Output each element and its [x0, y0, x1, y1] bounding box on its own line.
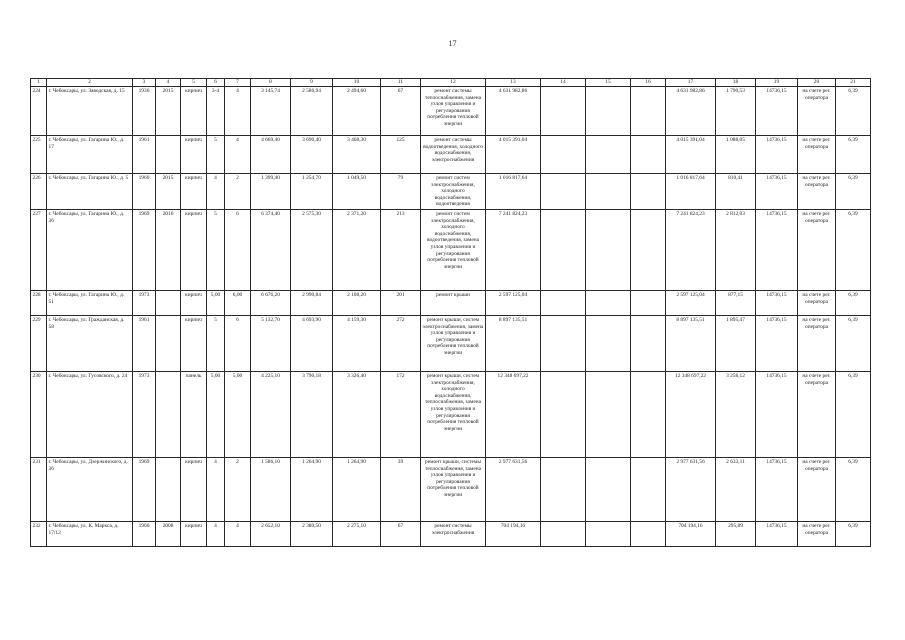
max-unit-cost: 14736,15 — [756, 315, 798, 371]
regional-budget — [586, 136, 631, 174]
fund-cost — [541, 136, 586, 174]
max-unit-cost: 14736,15 — [756, 174, 798, 210]
total-area: 1 586,10 — [251, 457, 291, 521]
overhaul-register-table — [30, 78, 871, 547]
col-21-value: 6,39 — [836, 174, 871, 210]
residents-count: 213 — [381, 209, 421, 290]
fund-cost — [541, 371, 586, 457]
row-number: 228 — [31, 290, 47, 315]
unit-cost: 295,89 — [716, 521, 756, 546]
page-number: 17 — [448, 39, 457, 48]
floors: 5,00 — [207, 371, 225, 457]
address: г. Чебоксары, ул. Заводская, д. 15 — [47, 87, 133, 136]
total-area: 6 374,40 — [251, 209, 291, 290]
col-21-value: 6,39 — [836, 521, 871, 546]
address: г. Чебоксары, ул. Гусовского, д. 24 — [47, 371, 133, 457]
unit-cost: 3 258,12 — [716, 371, 756, 457]
residential-area: 1 264,90 — [333, 457, 381, 521]
fund-cost — [541, 521, 586, 546]
column-number: 18 — [716, 79, 756, 87]
regional-budget — [586, 290, 631, 315]
table-row — [31, 174, 871, 210]
wall-material: кирпич — [181, 87, 207, 136]
col-21-value: 6,39 — [836, 87, 871, 136]
year-overhaul: 2015 — [156, 174, 181, 210]
residents-count: 67 — [381, 521, 421, 546]
residential-area: 2 371,20 — [333, 209, 381, 290]
col-21-value: 6,39 — [836, 457, 871, 521]
year-built: 1973 — [133, 371, 156, 457]
residents-count: 125 — [381, 136, 421, 174]
regional-budget — [586, 174, 631, 210]
premises-area: 3 690,40 — [291, 136, 333, 174]
local-budget — [631, 209, 666, 290]
unit-cost: 877,15 — [716, 290, 756, 315]
table-row — [31, 136, 871, 174]
entrances: 4 — [225, 521, 251, 546]
work-types: ремонт систем электроснабжения, холодного водоснабжения, водоотведения, замена узлов управления и регулирования потребления тепловой энергии — [421, 209, 486, 290]
max-unit-cost: 14736,15 — [756, 371, 798, 457]
column-number: 8 — [251, 79, 291, 87]
fund-cost — [541, 87, 586, 136]
owners-funds: 4 015 391,04 — [666, 136, 716, 174]
row-number: 229 — [31, 315, 47, 371]
total-area: 3 145,74 — [251, 87, 291, 136]
column-number: 4 — [156, 79, 181, 87]
table-row — [31, 87, 871, 136]
fund-cost — [541, 315, 586, 371]
residents-count: 79 — [381, 174, 421, 210]
address: г. Чебоксары, ул. Гагарина Ю., д. 36 — [47, 209, 133, 290]
entrances: 4 — [225, 136, 251, 174]
premises-area: 1 264,90 — [291, 457, 333, 521]
funding-method: на счете рег. оператора — [798, 87, 836, 136]
total-cost: 8 897 135,51 — [486, 315, 541, 371]
fund-cost — [541, 290, 586, 315]
address: г. Чебоксары, ул. К. Маркса, д. 17/12 — [47, 521, 133, 546]
wall-material: кирпич — [181, 457, 207, 521]
total-cost: 12 348 697,22 — [486, 371, 541, 457]
work-types: ремонт систем электроснабжения, холодного водоснабжения, водоотведения — [421, 174, 486, 210]
column-number: 13 — [486, 79, 541, 87]
column-number: 16 — [631, 79, 666, 87]
year-built: 1969 — [133, 209, 156, 290]
table-row — [31, 521, 871, 546]
premises-area: 2 586,94 — [291, 87, 333, 136]
unit-cost: 810,41 — [716, 174, 756, 210]
residential-area: 3 326,40 — [333, 371, 381, 457]
residential-area: 1 049,50 — [333, 174, 381, 210]
entrances: 6 — [225, 209, 251, 290]
floors: 5,00 — [207, 290, 225, 315]
residents-count: 67 — [381, 87, 421, 136]
fund-cost — [541, 457, 586, 521]
max-unit-cost: 14736,15 — [756, 290, 798, 315]
premises-area: 2 990,84 — [291, 290, 333, 315]
total-cost: 2 597 125,04 — [486, 290, 541, 315]
residents-count: 172 — [381, 371, 421, 457]
unit-cost: 2 812,03 — [716, 209, 756, 290]
local-budget — [631, 136, 666, 174]
column-number: 20 — [798, 79, 836, 87]
max-unit-cost: 14736,15 — [756, 136, 798, 174]
address: г. Чебоксары, ул. Гагарина Ю., д. 51 — [47, 290, 133, 315]
premises-area: 1 254,70 — [291, 174, 333, 210]
fund-cost — [541, 174, 586, 210]
total-cost: 704 194,16 — [486, 521, 541, 546]
total-cost: 7 241 824,23 — [486, 209, 541, 290]
regional-budget — [586, 209, 631, 290]
funding-method: на счете рег. оператора — [798, 315, 836, 371]
column-number: 19 — [756, 79, 798, 87]
funding-method: на счете рег. оператора — [798, 371, 836, 457]
entrances: 6,00 — [225, 290, 251, 315]
funding-method: на счете рег. оператора — [798, 521, 836, 546]
local-budget — [631, 87, 666, 136]
column-number: 2 — [47, 79, 133, 87]
col-21-value: 6,39 — [836, 315, 871, 371]
owners-funds: 4 631 982,86 — [666, 87, 716, 136]
wall-material: кирпич — [181, 290, 207, 315]
funding-method: на счете рег. оператора — [798, 174, 836, 210]
year-overhaul — [156, 315, 181, 371]
col-21-value: 6,39 — [836, 371, 871, 457]
local-budget — [631, 174, 666, 210]
column-number: 17 — [666, 79, 716, 87]
max-unit-cost: 14736,15 — [756, 209, 798, 290]
total-cost: 1 016 817,64 — [486, 174, 541, 210]
column-number: 21 — [836, 79, 871, 87]
work-types: ремонт крыши, системы теплоснабжения, замена узлов управления и регулирования потребления тепловой энергии — [421, 457, 486, 521]
total-area: 1 399,40 — [251, 174, 291, 210]
residents-count: 39 — [381, 457, 421, 521]
row-number: 225 — [31, 136, 47, 174]
funding-method: на счете рег. оператора — [798, 136, 836, 174]
owners-funds: 2 597 125,04 — [666, 290, 716, 315]
residential-area: 2 494,60 — [333, 87, 381, 136]
address: г. Чебоксары, ул. Дзержинского, д. 36 — [47, 457, 133, 521]
table-row — [31, 457, 871, 521]
column-number: 11 — [381, 79, 421, 87]
column-number: 10 — [333, 79, 381, 87]
total-cost: 4 631 982,86 — [486, 87, 541, 136]
total-cost: 2 977 631,56 — [486, 457, 541, 521]
local-budget — [631, 371, 666, 457]
owners-funds: 8 897 135,51 — [666, 315, 716, 371]
table-row — [31, 315, 871, 371]
entrances: 5,00 — [225, 371, 251, 457]
wall-material: кирпич — [181, 174, 207, 210]
owners-funds: 7 241 824,23 — [666, 209, 716, 290]
address: г. Чебоксары, ул. Гражданская, д. 58 — [47, 315, 133, 371]
unit-cost: 1 790,53 — [716, 87, 756, 136]
floors: 4 — [207, 521, 225, 546]
residential-area: 3 468,30 — [333, 136, 381, 174]
premises-area: 2 380,50 — [291, 521, 333, 546]
unit-cost: 1 895,47 — [716, 315, 756, 371]
year-built: 1969 — [133, 457, 156, 521]
year-overhaul — [156, 136, 181, 174]
owners-funds: 704 194,16 — [666, 521, 716, 546]
residents-count: 272 — [381, 315, 421, 371]
year-overhaul: 2008 — [156, 521, 181, 546]
owners-funds: 12 348 697,22 — [666, 371, 716, 457]
wall-material: кирпич — [181, 521, 207, 546]
unit-cost: 1 088,05 — [716, 136, 756, 174]
year-overhaul — [156, 371, 181, 457]
regional-budget — [586, 315, 631, 371]
column-number: 15 — [586, 79, 631, 87]
column-number: 5 — [181, 79, 207, 87]
max-unit-cost: 14736,15 — [756, 457, 798, 521]
column-number: 3 — [133, 79, 156, 87]
column-number: 1 — [31, 79, 47, 87]
owners-funds: 2 977 631,56 — [666, 457, 716, 521]
local-budget — [631, 521, 666, 546]
total-area: 4 225,10 — [251, 371, 291, 457]
wall-material: кирпич — [181, 209, 207, 290]
fund-cost — [541, 209, 586, 290]
residential-area: 2 108,20 — [333, 290, 381, 315]
floors: 5 — [207, 209, 225, 290]
col-21-value: 6,39 — [836, 290, 871, 315]
regional-budget — [586, 457, 631, 521]
premises-area: 3 790,18 — [291, 371, 333, 457]
regional-budget — [586, 87, 631, 136]
total-area: 5 132,70 — [251, 315, 291, 371]
premises-area: 4 693,90 — [291, 315, 333, 371]
year-built: 1973 — [133, 290, 156, 315]
total-area: 4 669,40 — [251, 136, 291, 174]
year-built: 1961 — [133, 136, 156, 174]
year-built: 1961 — [133, 315, 156, 371]
year-built: 1960 — [133, 174, 156, 210]
year-built: 1936 — [133, 87, 156, 136]
unit-cost: 2 633,11 — [716, 457, 756, 521]
address: г. Чебоксары, ул. Гагарина Ю., д. 5 — [47, 174, 133, 210]
local-budget — [631, 290, 666, 315]
column-number: 14 — [541, 79, 586, 87]
column-number: 6 — [207, 79, 225, 87]
column-number-row — [31, 79, 871, 87]
entrances: 6 — [225, 315, 251, 371]
work-types: ремонт крыши, систем электроснабжения, замена узлов управления и регулирования потребления тепловой энергии — [421, 315, 486, 371]
year-overhaul: 2016 — [156, 209, 181, 290]
entrances: 2 — [225, 174, 251, 210]
table-row — [31, 290, 871, 315]
row-number: 224 — [31, 87, 47, 136]
wall-material: кирпич — [181, 136, 207, 174]
column-number: 7 — [225, 79, 251, 87]
wall-material: кирпич — [181, 315, 207, 371]
total-area: 2 652,10 — [251, 521, 291, 546]
row-number: 232 — [31, 521, 47, 546]
row-number: 231 — [31, 457, 47, 521]
work-types: ремонт системы водоотведения, холодного водоснабжения, электроснабжения — [421, 136, 486, 174]
floors: 3-4 — [207, 87, 225, 136]
row-number: 230 — [31, 371, 47, 457]
column-number: 12 — [421, 79, 486, 87]
address: г. Чебоксары, ул. Гагарина Ю., д. 17 — [47, 136, 133, 174]
local-budget — [631, 457, 666, 521]
table-row — [31, 209, 871, 290]
entrances: 4 — [225, 87, 251, 136]
entrances: 2 — [225, 457, 251, 521]
row-number: 227 — [31, 209, 47, 290]
funding-method: на счете рег. оператора — [798, 290, 836, 315]
work-types: ремонт крыши — [421, 290, 486, 315]
residents-count: 201 — [381, 290, 421, 315]
regional-budget — [586, 521, 631, 546]
year-built: 1960 — [133, 521, 156, 546]
floors: 4 — [207, 457, 225, 521]
wall-material: панель — [181, 371, 207, 457]
row-number: 226 — [31, 174, 47, 210]
regional-budget — [586, 371, 631, 457]
max-unit-cost: 14736,15 — [756, 521, 798, 546]
table-row — [31, 371, 871, 457]
total-cost: 4 015 391,04 — [486, 136, 541, 174]
column-number: 9 — [291, 79, 333, 87]
year-overhaul — [156, 290, 181, 315]
col-21-value: 6,39 — [836, 136, 871, 174]
max-unit-cost: 14736,15 — [756, 87, 798, 136]
work-types: ремонт крыши, систем электроснабжения, холодного водоснабжения, теплоснабжения, замена узлов управления и регулирования потребления тепловой энергии — [421, 371, 486, 457]
total-area: 6 676,20 — [251, 290, 291, 315]
work-types: ремонт системы теплоснабжения, замена узлов управления и регулирования потребления тепловой энергии — [421, 87, 486, 136]
floors: 4 — [207, 174, 225, 210]
premises-area: 2 575,30 — [291, 209, 333, 290]
local-budget — [631, 315, 666, 371]
residential-area: 2 275,10 — [333, 521, 381, 546]
owners-funds: 1 016 817,64 — [666, 174, 716, 210]
floors: 5 — [207, 136, 225, 174]
year-overhaul: 2015 — [156, 87, 181, 136]
col-21-value: 6,39 — [836, 209, 871, 290]
funding-method: на счете рег. оператора — [798, 209, 836, 290]
work-types: ремонт системы электроснабжения — [421, 521, 486, 546]
floors: 5 — [207, 315, 225, 371]
year-overhaul — [156, 457, 181, 521]
funding-method: на счете рег. оператора — [798, 457, 836, 521]
residential-area: 4 159,30 — [333, 315, 381, 371]
